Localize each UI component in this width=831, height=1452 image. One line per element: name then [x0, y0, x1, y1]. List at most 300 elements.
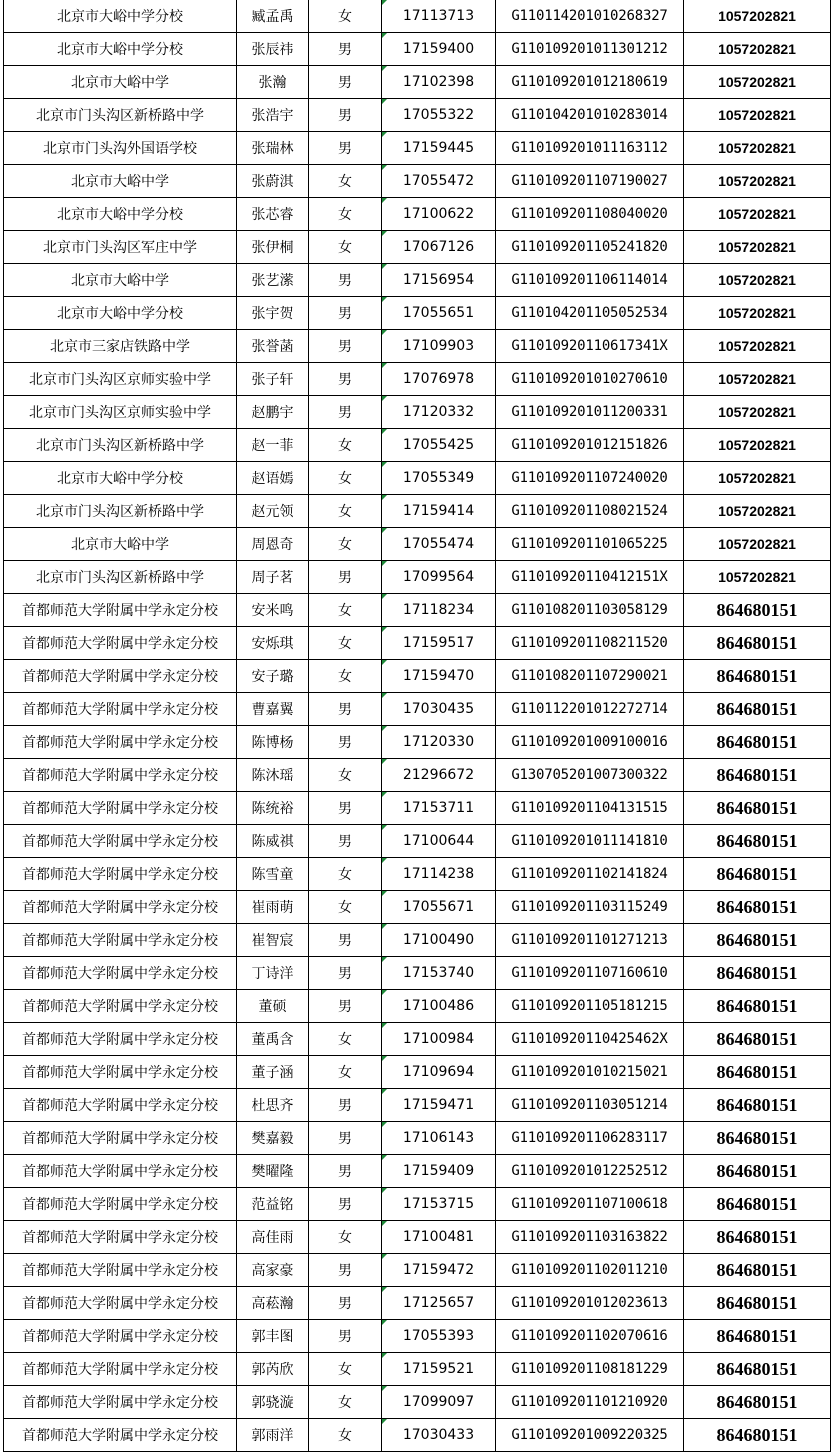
student-name-cell[interactable]: 赵一菲	[237, 429, 309, 462]
table-row	[4, 627, 831, 660]
school-cell[interactable]: 首都师范大学附属中学永定分校	[4, 1089, 237, 1122]
code-cell[interactable]: 864680151	[684, 1353, 831, 1386]
student-id-cell[interactable]: 21296672	[382, 759, 496, 792]
gender-cell[interactable]: 男	[309, 33, 382, 66]
student-id-cell[interactable]: 17055349	[382, 462, 496, 495]
code-cell[interactable]: 1057202821	[684, 363, 831, 396]
school-cell[interactable]: 首都师范大学附属中学永定分校	[4, 594, 237, 627]
student-id-cell[interactable]: 17030435	[382, 693, 496, 726]
table-row	[4, 165, 831, 198]
student-id-cell[interactable]: 17100984	[382, 1023, 496, 1056]
gender-cell[interactable]: 男	[309, 1254, 382, 1287]
code-cell[interactable]: 864680151	[684, 858, 831, 891]
table-row	[4, 1056, 831, 1089]
student-id-cell[interactable]: 17159470	[382, 660, 496, 693]
registration-number-cell[interactable]: G110109201012180619	[496, 66, 684, 99]
gender-cell[interactable]: 男	[309, 726, 382, 759]
registration-number-cell[interactable]: G110109201102070616	[496, 1320, 684, 1353]
registration-number-cell[interactable]: G110109201009100016	[496, 726, 684, 759]
gender-cell[interactable]: 女	[309, 198, 382, 231]
code-cell[interactable]: 864680151	[684, 1287, 831, 1320]
table-row	[4, 759, 831, 792]
table-row	[4, 891, 831, 924]
student-name-cell[interactable]: 臧孟禹	[237, 0, 309, 33]
table-row	[4, 1386, 831, 1419]
student-table	[3, 0, 831, 1452]
table-row	[4, 33, 831, 66]
student-name-cell[interactable]: 董禹含	[237, 1023, 309, 1056]
student-id-cell[interactable]: 17055474	[382, 528, 496, 561]
gender-cell[interactable]: 男	[309, 825, 382, 858]
table-row	[4, 264, 831, 297]
code-cell[interactable]: 1057202821	[684, 429, 831, 462]
code-cell[interactable]: 864680151	[684, 594, 831, 627]
code-cell[interactable]: 864680151	[684, 1089, 831, 1122]
code-cell[interactable]: 1057202821	[684, 132, 831, 165]
school-cell[interactable]: 首都师范大学附属中学永定分校	[4, 792, 237, 825]
school-cell[interactable]: 首都师范大学附属中学永定分校	[4, 693, 237, 726]
student-name-cell[interactable]: 陈沐瑶	[237, 759, 309, 792]
code-cell[interactable]: 1057202821	[684, 33, 831, 66]
school-cell[interactable]: 首都师范大学附属中学永定分校	[4, 957, 237, 990]
student-name-cell[interactable]: 陈统裕	[237, 792, 309, 825]
table-row	[4, 1023, 831, 1056]
student-name-cell[interactable]: 崔雨萌	[237, 891, 309, 924]
registration-number-cell[interactable]: G110109201101271213	[496, 924, 684, 957]
registration-number-cell[interactable]: G110109201104131515	[496, 792, 684, 825]
code-cell[interactable]: 864680151	[684, 957, 831, 990]
table-row	[4, 1320, 831, 1353]
registration-number-cell[interactable]: G110109201102011210	[496, 1254, 684, 1287]
school-cell[interactable]: 首都师范大学附属中学永定分校	[4, 1056, 237, 1089]
school-cell[interactable]: 北京市门头沟区新桥路中学	[4, 99, 237, 132]
student-id-cell[interactable]: 17109694	[382, 1056, 496, 1089]
table-row	[4, 726, 831, 759]
student-id-cell[interactable]: 17159521	[382, 1353, 496, 1386]
school-cell[interactable]: 首都师范大学附属中学永定分校	[4, 1122, 237, 1155]
code-cell[interactable]: 864680151	[684, 627, 831, 660]
student-id-cell[interactable]: 17102398	[382, 66, 496, 99]
table-row	[4, 330, 831, 363]
gender-cell[interactable]: 男	[309, 1188, 382, 1221]
registration-number-cell[interactable]: G110104201105052534	[496, 297, 684, 330]
gender-cell[interactable]: 男	[309, 99, 382, 132]
code-cell[interactable]: 864680151	[684, 792, 831, 825]
gender-cell[interactable]: 男	[309, 957, 382, 990]
school-cell[interactable]: 首都师范大学附属中学永定分校	[4, 1155, 237, 1188]
registration-number-cell[interactable]: G11010920110412151X	[496, 561, 684, 594]
gender-cell[interactable]: 女	[309, 231, 382, 264]
gender-cell[interactable]: 男	[309, 1287, 382, 1320]
code-cell[interactable]: 1057202821	[684, 561, 831, 594]
student-name-cell[interactable]: 高家豪	[237, 1254, 309, 1287]
school-cell[interactable]: 北京市大峪中学分校	[4, 0, 237, 33]
student-id-cell[interactable]: 17159472	[382, 1254, 496, 1287]
student-id-cell[interactable]: 17153711	[382, 792, 496, 825]
student-name-cell[interactable]: 董硕	[237, 990, 309, 1023]
school-cell[interactable]: 北京市门头沟外国语学校	[4, 132, 237, 165]
code-cell[interactable]: 864680151	[684, 1188, 831, 1221]
gender-cell[interactable]: 女	[309, 858, 382, 891]
registration-number-cell[interactable]: G110112201012272714	[496, 693, 684, 726]
registration-number-cell[interactable]: G110109201011141810	[496, 825, 684, 858]
gender-cell[interactable]: 女	[309, 1353, 382, 1386]
gender-cell[interactable]: 女	[309, 891, 382, 924]
school-cell[interactable]: 北京市门头沟区京师实验中学	[4, 396, 237, 429]
code-cell[interactable]: 864680151	[684, 1221, 831, 1254]
school-cell[interactable]: 首都师范大学附属中学永定分校	[4, 1023, 237, 1056]
code-cell[interactable]: 1057202821	[684, 198, 831, 231]
table-row	[4, 990, 831, 1023]
gender-cell[interactable]: 女	[309, 1221, 382, 1254]
student-name-cell[interactable]: 杜思齐	[237, 1089, 309, 1122]
gender-cell[interactable]: 男	[309, 132, 382, 165]
school-cell[interactable]: 北京市三家店铁路中学	[4, 330, 237, 363]
student-name-cell[interactable]: 张辰祎	[237, 33, 309, 66]
school-cell[interactable]: 首都师范大学附属中学永定分校	[4, 1254, 237, 1287]
code-cell[interactable]: 1057202821	[684, 66, 831, 99]
code-cell[interactable]: 1057202821	[684, 99, 831, 132]
gender-cell[interactable]: 男	[309, 264, 382, 297]
gender-cell[interactable]: 女	[309, 627, 382, 660]
code-cell[interactable]: 864680151	[684, 990, 831, 1023]
code-cell[interactable]: 1057202821	[684, 297, 831, 330]
student-name-cell[interactable]: 张伊桐	[237, 231, 309, 264]
table-row	[4, 1419, 831, 1452]
school-cell[interactable]: 首都师范大学附属中学永定分校	[4, 1353, 237, 1386]
code-cell[interactable]: 864680151	[684, 891, 831, 924]
gender-cell[interactable]: 男	[309, 363, 382, 396]
gender-cell[interactable]: 男	[309, 396, 382, 429]
code-cell[interactable]: 1057202821	[684, 495, 831, 528]
student-id-cell[interactable]: 17153740	[382, 957, 496, 990]
table-row	[4, 693, 831, 726]
school-cell[interactable]: 首都师范大学附属中学永定分校	[4, 891, 237, 924]
code-cell[interactable]: 864680151	[684, 1254, 831, 1287]
student-name-cell[interactable]: 安子璐	[237, 660, 309, 693]
registration-number-cell[interactable]: G110109201011200331	[496, 396, 684, 429]
gender-cell[interactable]: 女	[309, 594, 382, 627]
student-name-cell[interactable]: 张瑞林	[237, 132, 309, 165]
table-row	[4, 1353, 831, 1386]
code-cell[interactable]: 864680151	[684, 825, 831, 858]
table-row	[4, 528, 831, 561]
gender-cell[interactable]: 男	[309, 330, 382, 363]
registration-number-cell[interactable]: G110109201012252512	[496, 1155, 684, 1188]
table-row	[4, 561, 831, 594]
code-cell[interactable]: 1057202821	[684, 231, 831, 264]
student-name-cell[interactable]: 安米鸣	[237, 594, 309, 627]
gender-cell[interactable]: 男	[309, 297, 382, 330]
registration-number-cell[interactable]: G110109201108181229	[496, 1353, 684, 1386]
table-row	[4, 1188, 831, 1221]
registration-number-cell[interactable]: G11010920110425462X	[496, 1023, 684, 1056]
registration-number-cell[interactable]: G110109201107190027	[496, 165, 684, 198]
student-name-cell[interactable]: 赵语嫣	[237, 462, 309, 495]
student-name-cell[interactable]: 安烁琪	[237, 627, 309, 660]
school-cell[interactable]: 北京市大峪中学	[4, 264, 237, 297]
school-cell[interactable]: 北京市大峪中学	[4, 66, 237, 99]
registration-number-cell[interactable]: G110109201010270610	[496, 363, 684, 396]
student-name-cell[interactable]: 张蔚淇	[237, 165, 309, 198]
school-cell[interactable]: 首都师范大学附属中学永定分校	[4, 990, 237, 1023]
gender-cell[interactable]: 女	[309, 0, 382, 33]
code-cell[interactable]: 864680151	[684, 1056, 831, 1089]
registration-number-cell[interactable]: G110108201103058129	[496, 594, 684, 627]
table-row	[4, 1122, 831, 1155]
registration-number-cell[interactable]: G110109201107100618	[496, 1188, 684, 1221]
student-id-cell[interactable]: 17055393	[382, 1320, 496, 1353]
code-cell[interactable]: 864680151	[684, 1023, 831, 1056]
registration-number-cell[interactable]: G110109201106283117	[496, 1122, 684, 1155]
school-cell[interactable]: 北京市大峪中学分校	[4, 462, 237, 495]
gender-cell[interactable]: 男	[309, 693, 382, 726]
student-name-cell[interactable]: 张芯睿	[237, 198, 309, 231]
gender-cell[interactable]: 男	[309, 1089, 382, 1122]
student-name-cell[interactable]: 陈博杨	[237, 726, 309, 759]
code-cell[interactable]: 864680151	[684, 693, 831, 726]
gender-cell[interactable]: 女	[309, 660, 382, 693]
student-name-cell[interactable]: 高菘瀚	[237, 1287, 309, 1320]
registration-number-cell[interactable]: G110109201107160610	[496, 957, 684, 990]
student-name-cell[interactable]: 张瀚	[237, 66, 309, 99]
code-cell[interactable]: 864680151	[684, 1320, 831, 1353]
student-name-cell[interactable]: 张子轩	[237, 363, 309, 396]
table-row	[4, 1155, 831, 1188]
gender-cell[interactable]: 女	[309, 495, 382, 528]
student-id-cell[interactable]: 17100622	[382, 198, 496, 231]
student-id-cell[interactable]: 17100486	[382, 990, 496, 1023]
gender-cell[interactable]: 男	[309, 561, 382, 594]
registration-number-cell[interactable]: G110109201102141824	[496, 858, 684, 891]
registration-number-cell[interactable]: G110109201103051214	[496, 1089, 684, 1122]
school-cell[interactable]: 首都师范大学附属中学永定分校	[4, 858, 237, 891]
student-name-cell[interactable]: 周恩奇	[237, 528, 309, 561]
school-cell[interactable]: 首都师范大学附属中学永定分校	[4, 627, 237, 660]
student-name-cell[interactable]: 陈雪童	[237, 858, 309, 891]
school-cell[interactable]: 首都师范大学附属中学永定分校	[4, 825, 237, 858]
registration-number-cell[interactable]: G110109201012151826	[496, 429, 684, 462]
code-cell[interactable]: 864680151	[684, 759, 831, 792]
student-name-cell[interactable]: 赵元领	[237, 495, 309, 528]
table-row	[4, 1287, 831, 1320]
table-row	[4, 99, 831, 132]
school-cell[interactable]: 北京市门头沟区京师实验中学	[4, 363, 237, 396]
table-row	[4, 396, 831, 429]
student-id-cell[interactable]: 17153715	[382, 1188, 496, 1221]
student-name-cell[interactable]: 高佳雨	[237, 1221, 309, 1254]
student-id-cell[interactable]: 17067126	[382, 231, 496, 264]
code-cell[interactable]: 1057202821	[684, 330, 831, 363]
school-cell[interactable]: 首都师范大学附属中学永定分校	[4, 1320, 237, 1353]
school-cell[interactable]: 北京市门头沟区新桥路中学	[4, 429, 237, 462]
student-id-cell[interactable]: 17100644	[382, 825, 496, 858]
student-name-cell[interactable]: 郭芮欣	[237, 1353, 309, 1386]
student-id-cell[interactable]: 17099564	[382, 561, 496, 594]
gender-cell[interactable]: 男	[309, 1320, 382, 1353]
student-name-cell[interactable]: 周子茗	[237, 561, 309, 594]
school-cell[interactable]: 首都师范大学附属中学永定分校	[4, 759, 237, 792]
registration-number-cell[interactable]: G110109201108040020	[496, 198, 684, 231]
code-cell[interactable]: 1057202821	[684, 462, 831, 495]
student-id-cell[interactable]: 17159471	[382, 1089, 496, 1122]
registration-number-cell[interactable]: G110109201010215021	[496, 1056, 684, 1089]
registration-number-cell[interactable]: G110104201010283014	[496, 99, 684, 132]
school-cell[interactable]: 北京市大峪中学分校	[4, 297, 237, 330]
student-id-cell[interactable]: 17055472	[382, 165, 496, 198]
student-id-cell[interactable]: 17120330	[382, 726, 496, 759]
school-cell[interactable]: 北京市门头沟区新桥路中学	[4, 495, 237, 528]
student-name-cell[interactable]: 樊嘉毅	[237, 1122, 309, 1155]
registration-number-cell[interactable]: G130705201007300322	[496, 759, 684, 792]
registration-number-cell[interactable]: G110109201011301212	[496, 33, 684, 66]
student-id-cell[interactable]: 17100490	[382, 924, 496, 957]
student-id-cell[interactable]: 17159409	[382, 1155, 496, 1188]
student-id-cell[interactable]: 17118234	[382, 594, 496, 627]
student-name-cell[interactable]: 张浩宇	[237, 99, 309, 132]
student-name-cell[interactable]: 陈威祺	[237, 825, 309, 858]
school-cell[interactable]: 北京市大峪中学	[4, 165, 237, 198]
gender-cell[interactable]: 男	[309, 990, 382, 1023]
gender-cell[interactable]: 女	[309, 165, 382, 198]
gender-cell[interactable]: 女	[309, 1386, 382, 1419]
student-name-cell[interactable]: 赵鹏宇	[237, 396, 309, 429]
gender-cell[interactable]: 男	[309, 1155, 382, 1188]
code-cell[interactable]: 864680151	[684, 1419, 831, 1452]
gender-cell[interactable]: 男	[309, 924, 382, 957]
school-cell[interactable]: 北京市大峪中学	[4, 528, 237, 561]
student-name-cell[interactable]: 曹嘉翼	[237, 693, 309, 726]
student-id-cell[interactable]: 17159400	[382, 33, 496, 66]
registration-number-cell[interactable]: G110109201101065225	[496, 528, 684, 561]
registration-number-cell[interactable]: G110109201011163112	[496, 132, 684, 165]
table-row	[4, 594, 831, 627]
gender-cell[interactable]: 男	[309, 792, 382, 825]
school-cell[interactable]: 北京市门头沟区新桥路中学	[4, 561, 237, 594]
student-id-cell[interactable]: 17100481	[382, 1221, 496, 1254]
registration-number-cell[interactable]: G11010920110617341X	[496, 330, 684, 363]
student-id-cell[interactable]: 17055671	[382, 891, 496, 924]
gender-cell[interactable]: 女	[309, 528, 382, 561]
student-id-cell[interactable]: 17159517	[382, 627, 496, 660]
table-row	[4, 825, 831, 858]
student-id-cell[interactable]: 17109903	[382, 330, 496, 363]
student-id-cell[interactable]: 17159445	[382, 132, 496, 165]
student-id-cell[interactable]: 17120332	[382, 396, 496, 429]
registration-number-cell[interactable]: G110108201107290021	[496, 660, 684, 693]
table-row	[4, 660, 831, 693]
table-row	[4, 957, 831, 990]
student-name-cell[interactable]: 张誉菡	[237, 330, 309, 363]
school-cell[interactable]: 首都师范大学附属中学永定分校	[4, 1188, 237, 1221]
gender-cell[interactable]: 男	[309, 1122, 382, 1155]
code-cell[interactable]: 864680151	[684, 1122, 831, 1155]
student-name-cell[interactable]: 董子涵	[237, 1056, 309, 1089]
student-id-cell[interactable]: 17055425	[382, 429, 496, 462]
student-name-cell[interactable]: 郭丰图	[237, 1320, 309, 1353]
student-name-cell[interactable]: 范益铭	[237, 1188, 309, 1221]
student-name-cell[interactable]: 丁诗洋	[237, 957, 309, 990]
gender-cell[interactable]: 女	[309, 1419, 382, 1452]
school-cell[interactable]: 首都师范大学附属中学永定分校	[4, 1287, 237, 1320]
registration-number-cell[interactable]: G110109201105241820	[496, 231, 684, 264]
code-cell[interactable]: 864680151	[684, 924, 831, 957]
school-cell[interactable]: 首都师范大学附属中学永定分校	[4, 660, 237, 693]
code-cell[interactable]: 1057202821	[684, 396, 831, 429]
table-row	[4, 462, 831, 495]
registration-number-cell[interactable]: G110109201108021524	[496, 495, 684, 528]
student-id-cell[interactable]: 17099097	[382, 1386, 496, 1419]
student-id-cell[interactable]: 17076978	[382, 363, 496, 396]
code-cell[interactable]: 1057202821	[684, 165, 831, 198]
code-cell[interactable]: 864680151	[684, 1155, 831, 1188]
code-cell[interactable]: 864680151	[684, 1386, 831, 1419]
student-id-cell[interactable]: 17055322	[382, 99, 496, 132]
gender-cell[interactable]: 女	[309, 1056, 382, 1089]
student-id-cell[interactable]: 17156954	[382, 264, 496, 297]
student-name-cell[interactable]: 崔智宸	[237, 924, 309, 957]
school-cell[interactable]: 首都师范大学附属中学永定分校	[4, 1221, 237, 1254]
gender-cell[interactable]: 女	[309, 1023, 382, 1056]
registration-number-cell[interactable]: G110114201010268327	[496, 0, 684, 33]
registration-number-cell[interactable]: G110109201103163822	[496, 1221, 684, 1254]
table-row	[4, 132, 831, 165]
registration-number-cell[interactable]: G110109201105181215	[496, 990, 684, 1023]
student-name-cell[interactable]: 张艺潆	[237, 264, 309, 297]
registration-number-cell[interactable]: G110109201012023613	[496, 1287, 684, 1320]
table-row	[4, 858, 831, 891]
school-cell[interactable]: 北京市大峪中学分校	[4, 198, 237, 231]
table-row	[4, 66, 831, 99]
student-name-cell[interactable]: 郭雨洋	[237, 1419, 309, 1452]
student-name-cell[interactable]: 张宇贺	[237, 297, 309, 330]
gender-cell[interactable]: 女	[309, 429, 382, 462]
student-id-cell[interactable]: 17055651	[382, 297, 496, 330]
table-row	[4, 495, 831, 528]
gender-cell[interactable]: 男	[309, 66, 382, 99]
code-cell[interactable]: 1057202821	[684, 0, 831, 33]
registration-number-cell[interactable]: G110109201107240020	[496, 462, 684, 495]
table-row	[4, 198, 831, 231]
school-cell[interactable]: 北京市大峪中学分校	[4, 33, 237, 66]
registration-number-cell[interactable]: G110109201108211520	[496, 627, 684, 660]
table-row	[4, 1089, 831, 1122]
registration-number-cell[interactable]: G110109201101210920	[496, 1386, 684, 1419]
student-id-cell[interactable]: 17114238	[382, 858, 496, 891]
code-cell[interactable]: 864680151	[684, 660, 831, 693]
student-name-cell[interactable]: 樊曜隆	[237, 1155, 309, 1188]
registration-number-cell[interactable]: G110109201009220325	[496, 1419, 684, 1452]
student-name-cell[interactable]: 郭骁漩	[237, 1386, 309, 1419]
gender-cell[interactable]: 女	[309, 759, 382, 792]
code-cell[interactable]: 864680151	[684, 726, 831, 759]
registration-number-cell[interactable]: G110109201103115249	[496, 891, 684, 924]
school-cell[interactable]: 首都师范大学附属中学永定分校	[4, 1386, 237, 1419]
student-id-cell[interactable]: 17030433	[382, 1419, 496, 1452]
school-cell[interactable]: 北京市门头沟区军庄中学	[4, 231, 237, 264]
code-cell[interactable]: 1057202821	[684, 264, 831, 297]
student-id-cell[interactable]: 17113713	[382, 0, 496, 33]
school-cell[interactable]: 首都师范大学附属中学永定分校	[4, 924, 237, 957]
student-id-cell[interactable]: 17125657	[382, 1287, 496, 1320]
school-cell[interactable]: 首都师范大学附属中学永定分校	[4, 1419, 237, 1452]
registration-number-cell[interactable]: G110109201106114014	[496, 264, 684, 297]
school-cell[interactable]: 首都师范大学附属中学永定分校	[4, 726, 237, 759]
gender-cell[interactable]: 女	[309, 462, 382, 495]
student-id-cell[interactable]: 17106143	[382, 1122, 496, 1155]
code-cell[interactable]: 1057202821	[684, 528, 831, 561]
student-id-cell[interactable]: 17159414	[382, 495, 496, 528]
